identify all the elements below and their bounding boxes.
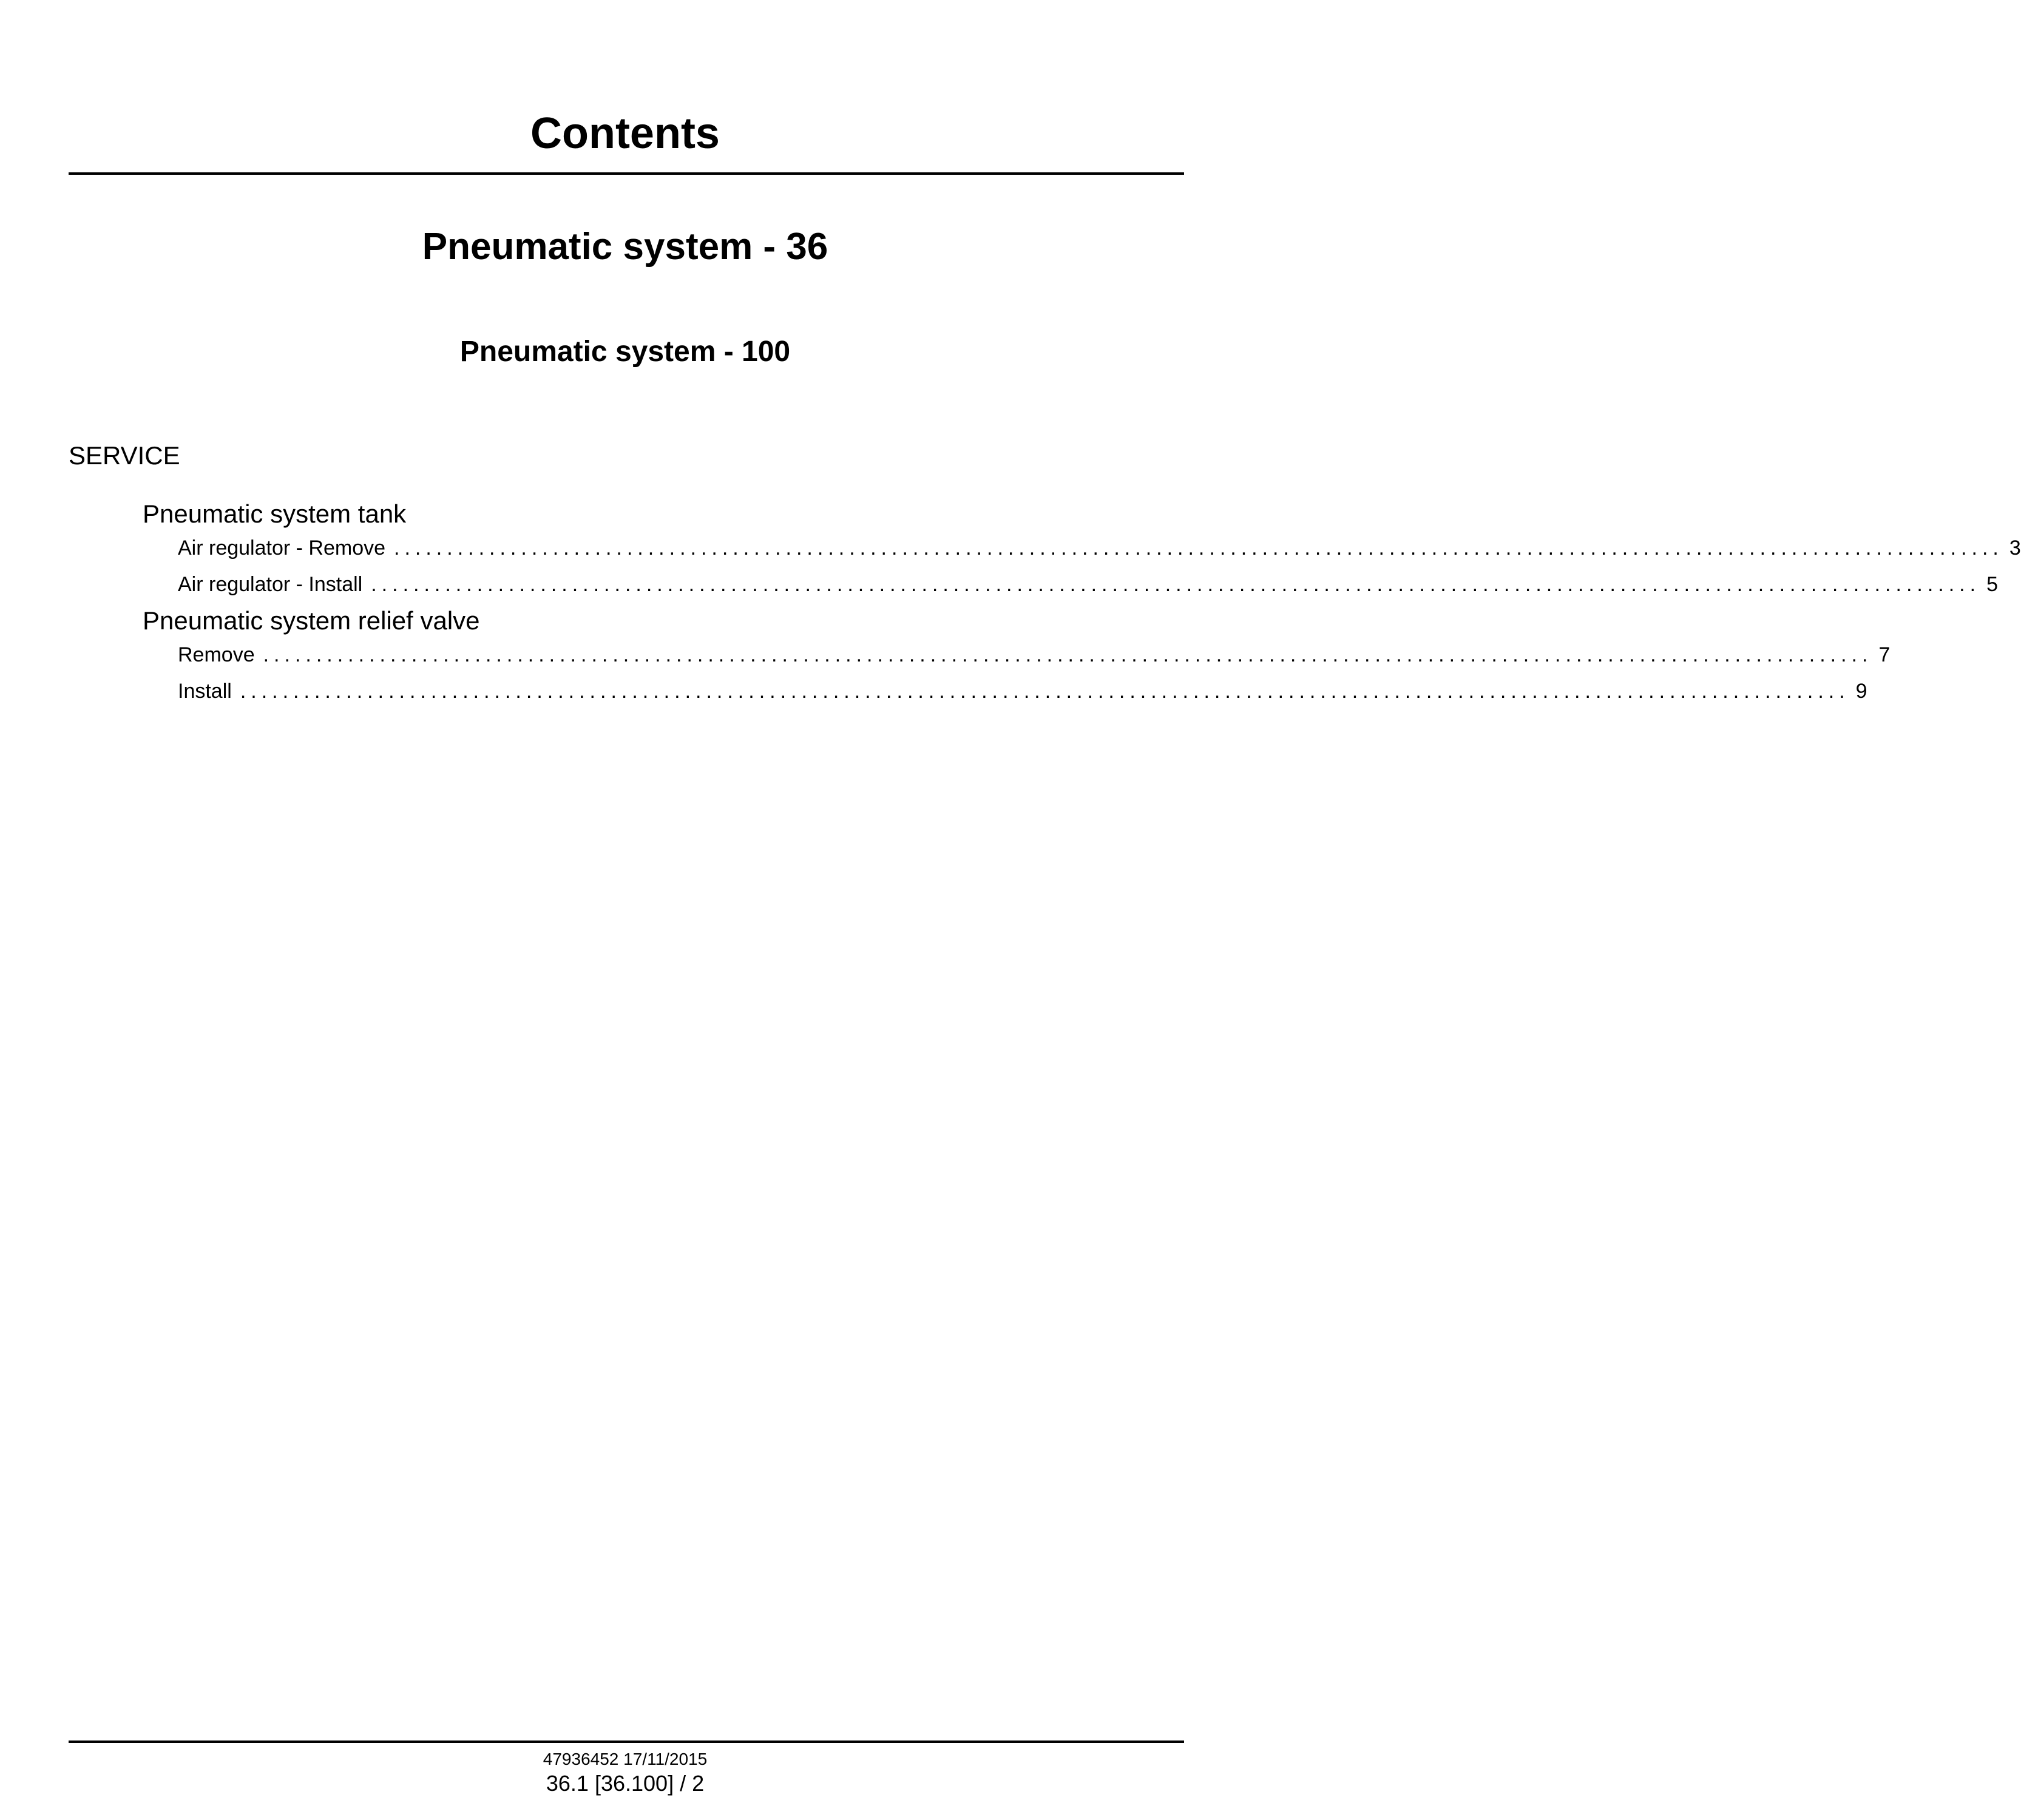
header-divider xyxy=(69,172,1184,175)
toc-category: SERVICE xyxy=(69,441,180,470)
toc-entry-label: Remove xyxy=(178,643,255,666)
toc-entry-label: Air regulator - Install xyxy=(178,573,363,596)
toc-page-number: 3 xyxy=(2009,536,2021,560)
subsection-title: Pneumatic system - 100 xyxy=(459,336,791,368)
toc-group-title: Pneumatic system relief valve xyxy=(143,606,480,635)
toc-entry[interactable] xyxy=(178,677,1867,705)
toc-page-number: 5 xyxy=(1986,573,1998,596)
toc-entry[interactable] xyxy=(178,641,1891,669)
toc-page-number: 9 xyxy=(1855,680,1867,703)
toc-dot-leader: ........................................................................................................................................................ xyxy=(263,643,1873,666)
footer-divider xyxy=(69,1741,1184,1743)
toc-dot-leader: ........................................................................................................................................................ xyxy=(394,536,2003,560)
toc-entry[interactable] xyxy=(178,534,2021,562)
toc-entry[interactable] xyxy=(178,570,1998,598)
toc-dot-leader: ........................................................................................................................................................ xyxy=(240,680,1850,703)
toc-entry-label: Install xyxy=(178,680,232,703)
toc-page-number: 7 xyxy=(1878,643,1891,666)
page-title: Contents xyxy=(530,109,720,158)
footer-page-reference: 36.1 [36.100] / 2 xyxy=(546,1771,705,1796)
toc-dot-leader: ........................................................................................................................................................ xyxy=(371,573,1981,596)
section-title: Pneumatic system - 36 xyxy=(422,226,828,268)
toc-group-title: Pneumatic system tank xyxy=(143,499,407,528)
footer-document-info: 47936452 17/11/2015 xyxy=(543,1750,708,1768)
toc-entry-label: Air regulator - Remove xyxy=(178,536,386,560)
